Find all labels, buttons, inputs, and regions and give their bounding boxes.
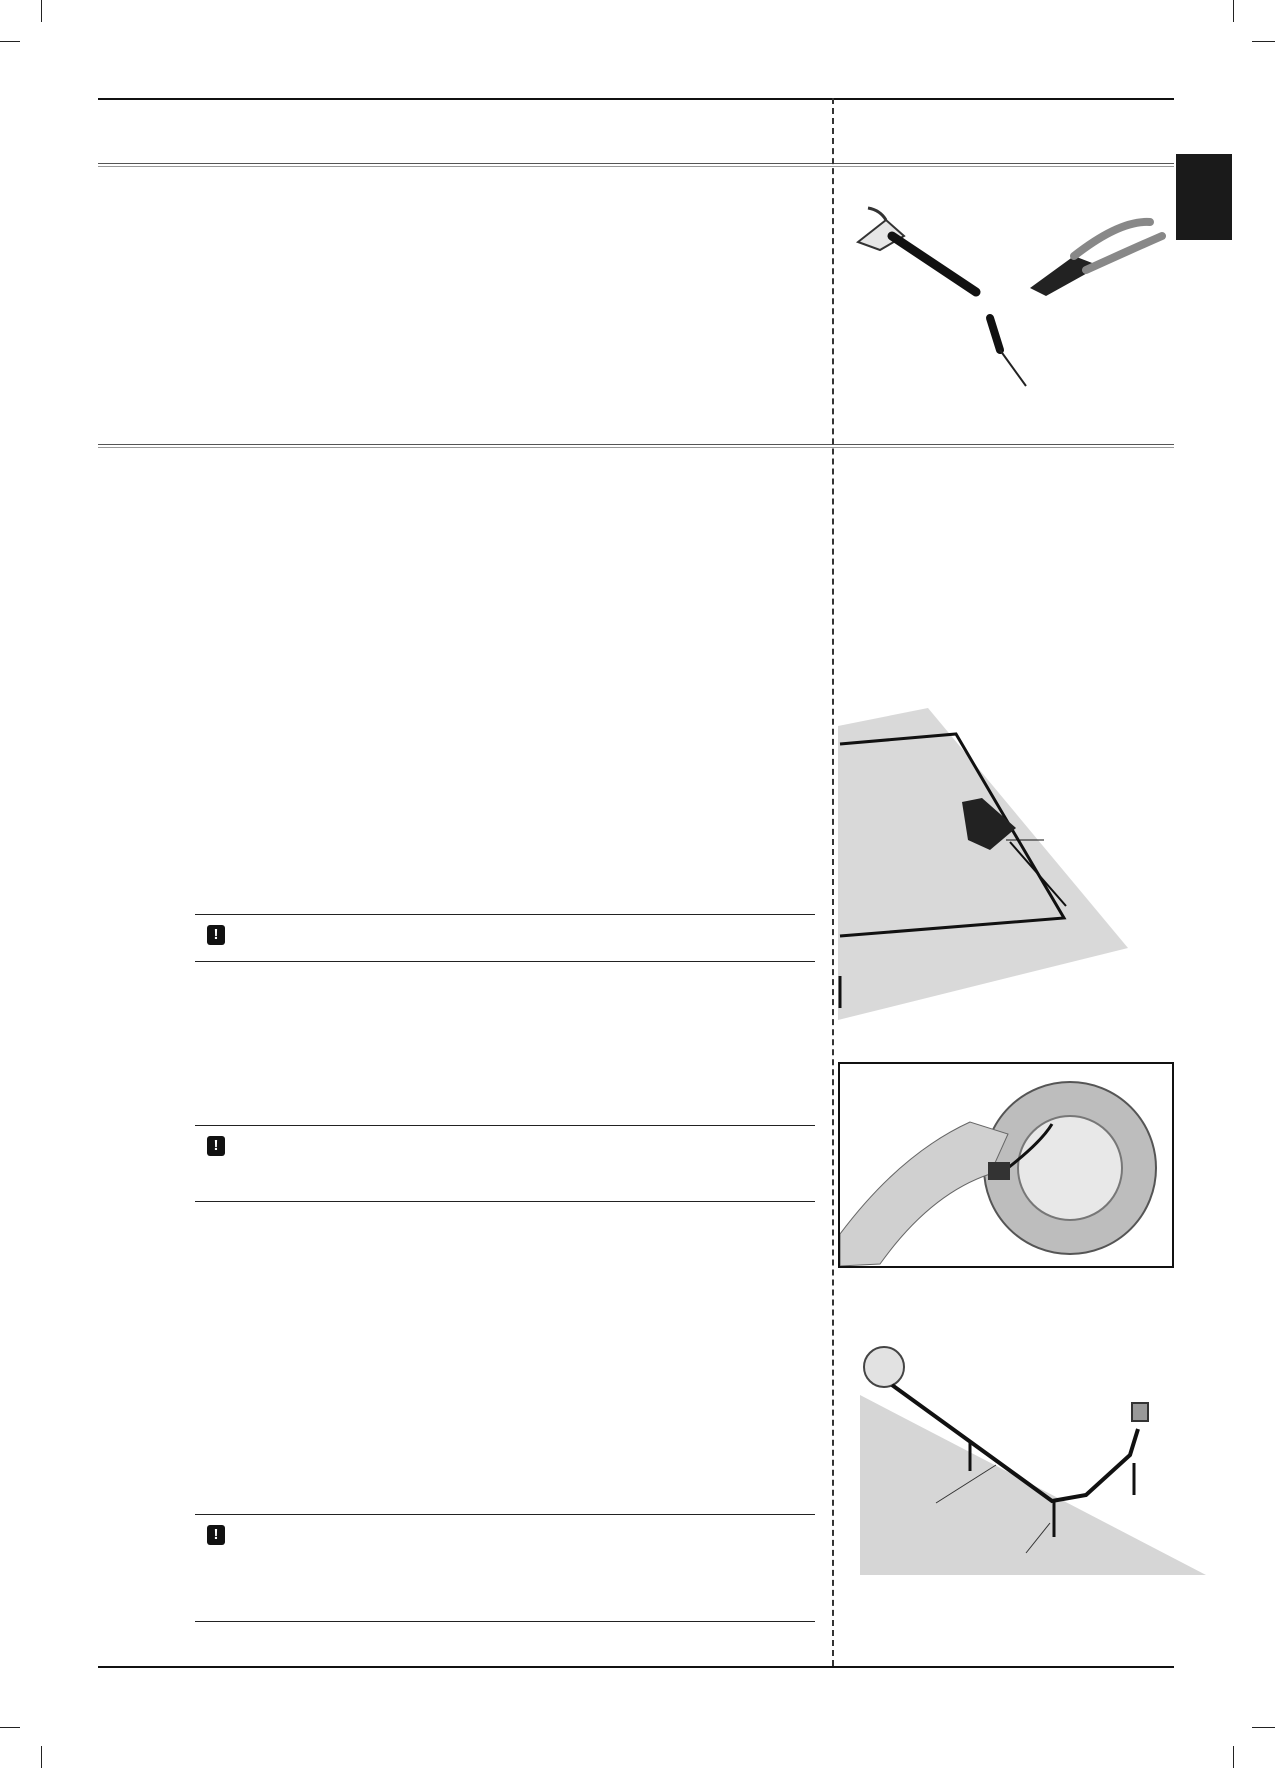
crop-mark bbox=[0, 41, 20, 42]
exclamation-warning-icon: ! bbox=[207, 925, 225, 945]
exclamation-warning-icon: ! bbox=[207, 1136, 225, 1156]
hammer-icon bbox=[858, 208, 976, 292]
crop-mark bbox=[1252, 1727, 1275, 1728]
crop-mark bbox=[41, 0, 42, 22]
crop-mark bbox=[0, 1727, 20, 1728]
wire-spool-photo bbox=[840, 1064, 1172, 1266]
warning-notice bbox=[195, 1514, 815, 1622]
screwdriver-icon bbox=[990, 318, 1026, 386]
crop-mark bbox=[1252, 41, 1275, 42]
header-rule bbox=[98, 98, 1174, 100]
section-rule bbox=[98, 163, 1174, 167]
column-divider bbox=[832, 98, 834, 1666]
perimeter-layout-illustration bbox=[838, 708, 1158, 1020]
exclamation-warning-icon: ! bbox=[207, 1525, 225, 1545]
footer-rule bbox=[98, 1666, 1174, 1668]
crop-mark bbox=[1233, 1746, 1234, 1768]
tools-illustration bbox=[850, 200, 1170, 400]
crop-mark bbox=[1233, 0, 1234, 22]
language-tab-marker bbox=[1176, 154, 1232, 240]
crop-mark bbox=[41, 1746, 42, 1768]
warning-notice bbox=[195, 1125, 815, 1202]
warning-notice bbox=[195, 914, 815, 962]
section-rule bbox=[98, 444, 1174, 448]
wire-spool-photo-frame bbox=[838, 1062, 1174, 1268]
pliers-icon bbox=[1030, 222, 1162, 296]
slope-wire-illustration bbox=[836, 1325, 1208, 1587]
